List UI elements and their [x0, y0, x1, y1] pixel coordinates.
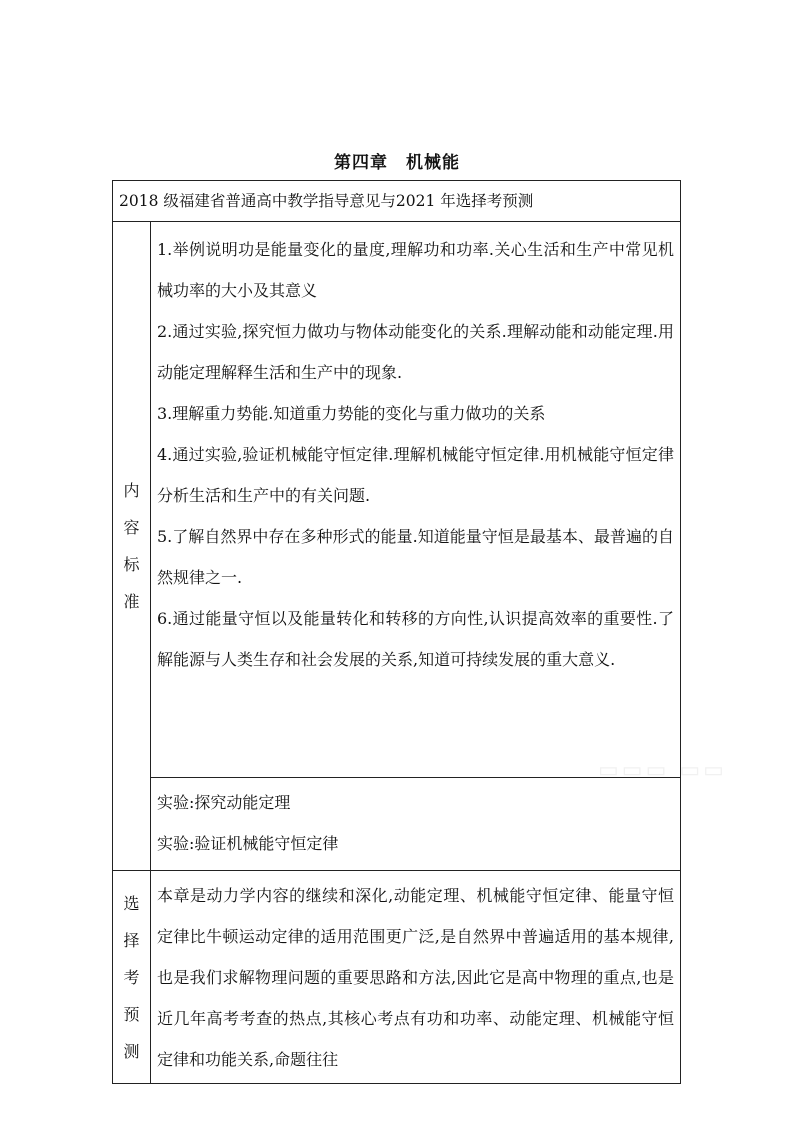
exam-prediction-label [113, 871, 151, 1084]
content-standards-list [151, 222, 681, 778]
prediction-paragraph: 本章是动力学内容的继续和深化,动能定理、机械能守恒定律、能量守恒定律比牛顿运动定律的适用范围更广泛,是自然界中普遍适用的基本规律,也是我们求解物理问题的重要思路和方法,因此它是高中物理的重点,也是近几年高考考查的热点,其核心考点有功和功率、动能定理、机械能守恒定律和功能关系,命题往往 [157, 886, 674, 1069]
experiments-list [151, 778, 681, 871]
watermark-image: ▭▭▭ ▭▭ [598, 758, 727, 783]
table-header-row [113, 181, 681, 222]
experiments-row [113, 778, 681, 871]
standard-item: 1.举例说明功是能量变化的量度,理解功和功率.关心生活和生产中常见机械功率的大小及其意义 [157, 240, 674, 300]
standard-item: 5.了解自然界中存在多种形式的能量.知道能量守恒是最基本、最普遍的自然规律之一. [157, 527, 674, 587]
table-header: 2018 级福建省普通高中教学指导意见与2021 年选择考预测 [113, 181, 681, 222]
content-standards-row [113, 222, 681, 778]
label-char: 准 [123, 592, 140, 611]
label-char: 标 [123, 555, 140, 574]
label-char: 选 [123, 893, 140, 913]
guidance-table [112, 180, 681, 1084]
label-char: 择 [123, 930, 140, 950]
label-char: 内 [123, 481, 140, 500]
experiment-item: 实验:探究动能定理 [157, 793, 291, 812]
label-char: 测 [123, 1041, 140, 1061]
standard-item: 4.通过实验,验证机械能守恒定律.理解机械能守恒定律.用机械能守恒定律分析生活和生产中的有关问题. [157, 445, 674, 505]
page-title: 第四章 机械能 [334, 153, 460, 173]
exam-prediction-text [151, 871, 681, 1084]
label-char: 容 [123, 518, 140, 537]
standard-item: 6.通过能量守恒以及能量转化和转移的方向性,认识提高效率的重要性.了解能源与人类生存和社会发展的关系,知道可持续发展的重大意义. [157, 609, 674, 669]
label-char: 考 [123, 967, 140, 987]
standard-item: 3.理解重力势能.知道重力势能的变化与重力做功的关系 [157, 404, 546, 423]
standard-item: 2.通过实验,探究恒力做功与物体动能变化的关系.理解动能和动能定理.用动能定理解释生活和生产中的现象. [157, 322, 674, 382]
experiment-item: 实验:验证机械能守恒定律 [157, 834, 339, 853]
content-standards-label [113, 222, 151, 871]
label-char: 预 [123, 1004, 140, 1024]
exam-prediction-row [113, 871, 681, 1084]
